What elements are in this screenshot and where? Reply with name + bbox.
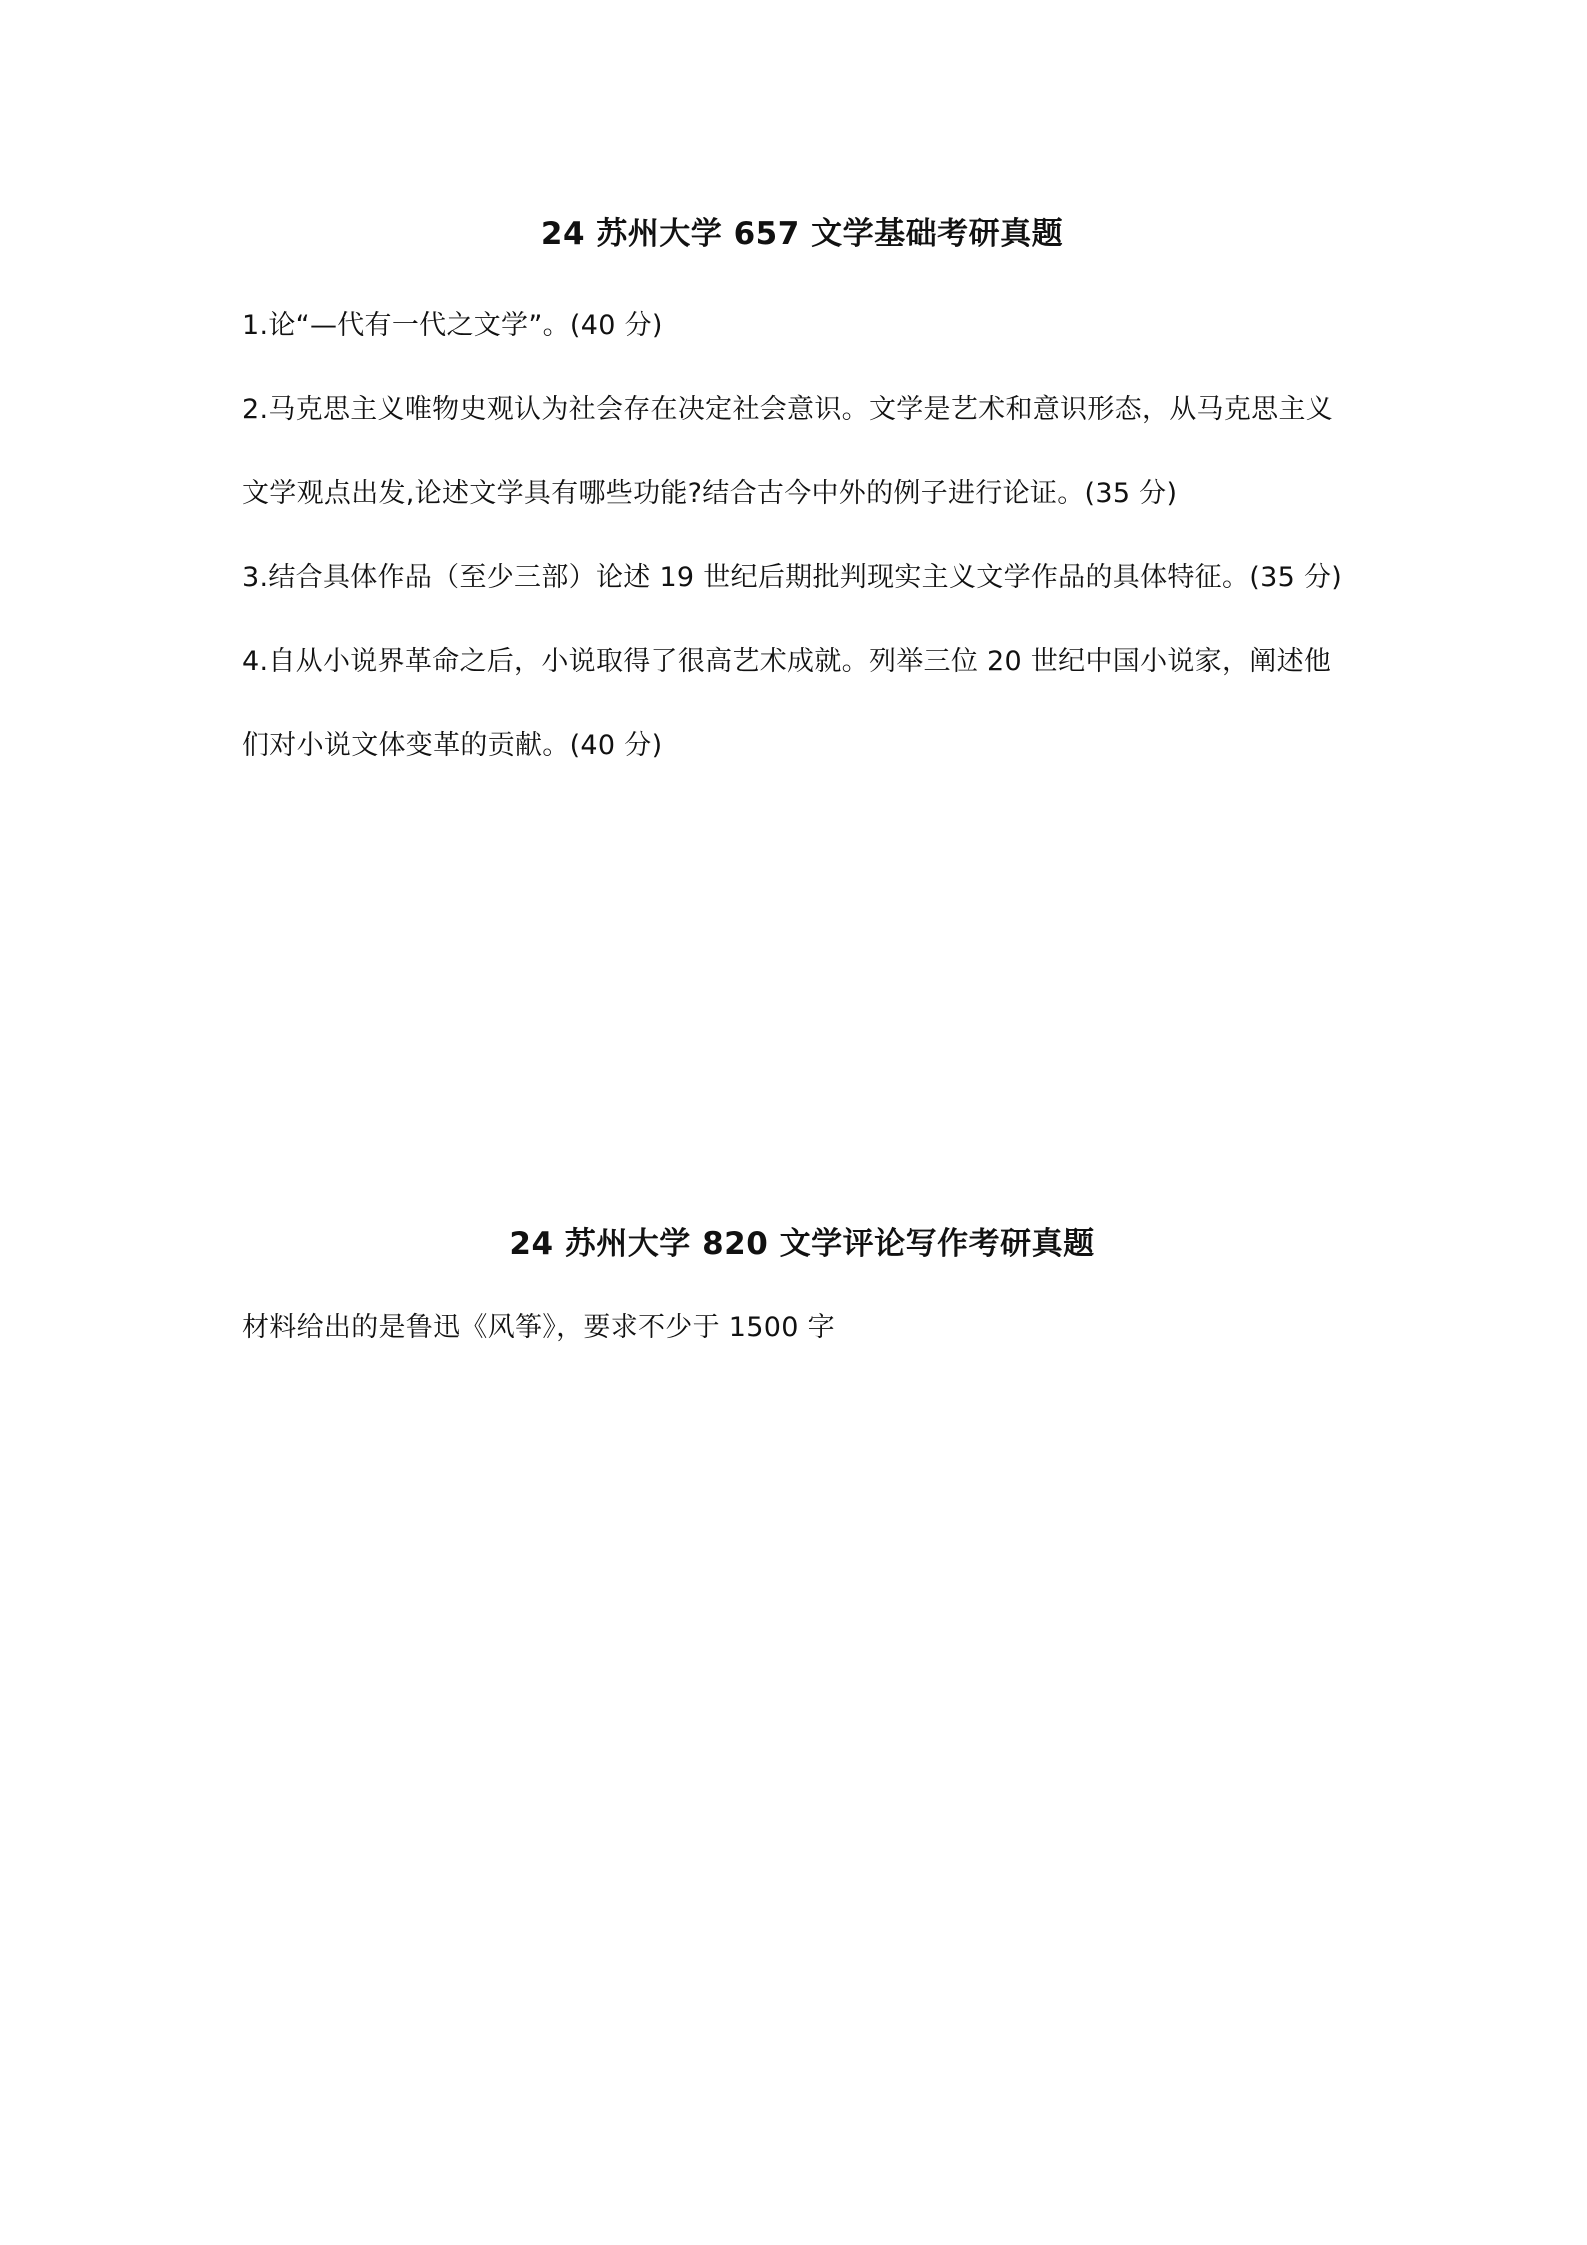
- question-2-line-1: 2.马克思主义唯物史观认为社会存在决定社会意识。文学是艺术和意识形态，从马克思主义: [242, 394, 1334, 425]
- question-1: 1.论“—代有一代之文学”。(40 分): [242, 310, 663, 341]
- question-3: 3.结合具体作品（至少三部）论述 19 世纪后期批判现实主义文学作品的具体特征。(35 分): [242, 562, 1343, 593]
- section-body: [242, 1286, 1362, 1370]
- question-4-line-1: 4.自从小说界革命之后，小说取得了很高艺术成就。列举三位 20 世纪中国小说家，阐述他: [242, 646, 1332, 677]
- section-title: 24 苏州大学 820 文学评论写作考研真题: [509, 1226, 1095, 1262]
- section-body: [242, 284, 1362, 788]
- exam-section-657: [242, 212, 1362, 788]
- question-4-line-2: 们对小说文体变革的贡献。(40 分): [242, 730, 663, 761]
- section-title: 24 苏州大学 657 文学基础考研真题: [540, 216, 1064, 252]
- question-2-line-2: 文学观点出发,论述文学具有哪些功能?结合古今中外的例子进行论证。(35 分): [242, 478, 1178, 509]
- exam-section-820: [242, 1222, 1362, 1370]
- material-note: 材料给出的是鲁迅《风筝》，要求不少于 1500 字: [242, 1312, 835, 1343]
